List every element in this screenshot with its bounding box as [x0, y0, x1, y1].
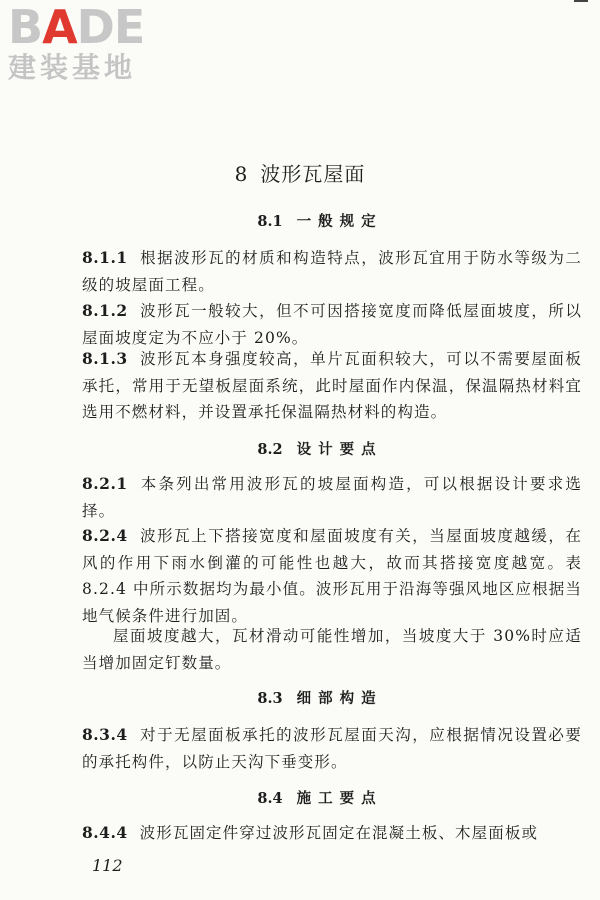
- clause: [82, 820, 582, 847]
- clause-text: 屋面坡度越大，瓦材滑动可能性增加，当坡度大于 30%时应适当增加固定钉数量。: [82, 627, 582, 672]
- section-heading: 8.1 一般规定: [257, 213, 383, 230]
- clause: [82, 722, 582, 775]
- clause-text: 本条列出常用波形瓦的坡屋面构造，可以根据设计要求选择。: [82, 475, 582, 520]
- section-heading: 8.2 设计要点: [257, 441, 383, 458]
- clause-text: 波形瓦本身强度较高，单片瓦面积较大，可以不需要屋面板承托，常用于无望板屋面系统，此时屋面作内保温，保温隔热材料宜选用不燃材料，并设置承托保温隔热材料的构造。: [82, 350, 582, 422]
- clause-number: 8.1.3: [82, 349, 128, 368]
- clause-number: 8.1.1: [82, 248, 128, 267]
- clause: [82, 523, 582, 629]
- section-heading: 8.3 细部构造: [257, 690, 383, 707]
- watermark-logo: [8, 0, 145, 84]
- page-number: 112: [92, 856, 123, 875]
- watermark-brand: BADE: [8, 0, 145, 54]
- watermark-subtitle: 建装基地: [8, 51, 137, 84]
- chapter-number: 8: [234, 162, 249, 186]
- clause-number: 8.4.4: [82, 823, 128, 842]
- page-edge-mark: [574, 0, 588, 2]
- clause: [82, 245, 582, 298]
- clause-number: 8.2.1: [82, 474, 128, 493]
- clause-continuation: [82, 623, 582, 676]
- clause-text: 波形瓦固定件穿过波形瓦固定在混凝土板、木屋面板或: [139, 824, 539, 842]
- clause: [82, 298, 582, 351]
- clause: [82, 346, 582, 426]
- chapter-title: [0, 158, 600, 187]
- clause-number: 8.1.2: [82, 301, 128, 320]
- clause-text: 波形瓦上下搭接宽度和屋面坡度有关，当屋面坡度越缓，在风的作用下雨水倒灌的可能性也越大，故而其搭接宽度越宽。表 8.2.4 中所示数据均为最小值。波形瓦用于沿海等强风地区应根据当地气候条件进行加固。: [82, 527, 582, 625]
- chapter-name: 波形瓦屋面: [260, 162, 366, 186]
- clause-text: 波形瓦一般较大，但不可因搭接宽度而降低屋面坡度，所以屋面坡度定为不应小于 20%。: [82, 302, 582, 347]
- clause: [82, 471, 582, 524]
- clause-number: 8.3.4: [82, 725, 128, 744]
- clause-text: 根据波形瓦的材质和构造特点，波形瓦宜用于防水等级为二级的坡屋面工程。: [82, 249, 582, 294]
- section-heading: 8.4 施工要点: [257, 790, 383, 807]
- clause-number: 8.2.4: [82, 526, 128, 545]
- clause-text: 对于无屋面板承托的波形瓦屋面天沟，应根据情况设置必要的承托构件，以防止天沟下垂变形。: [82, 726, 582, 771]
